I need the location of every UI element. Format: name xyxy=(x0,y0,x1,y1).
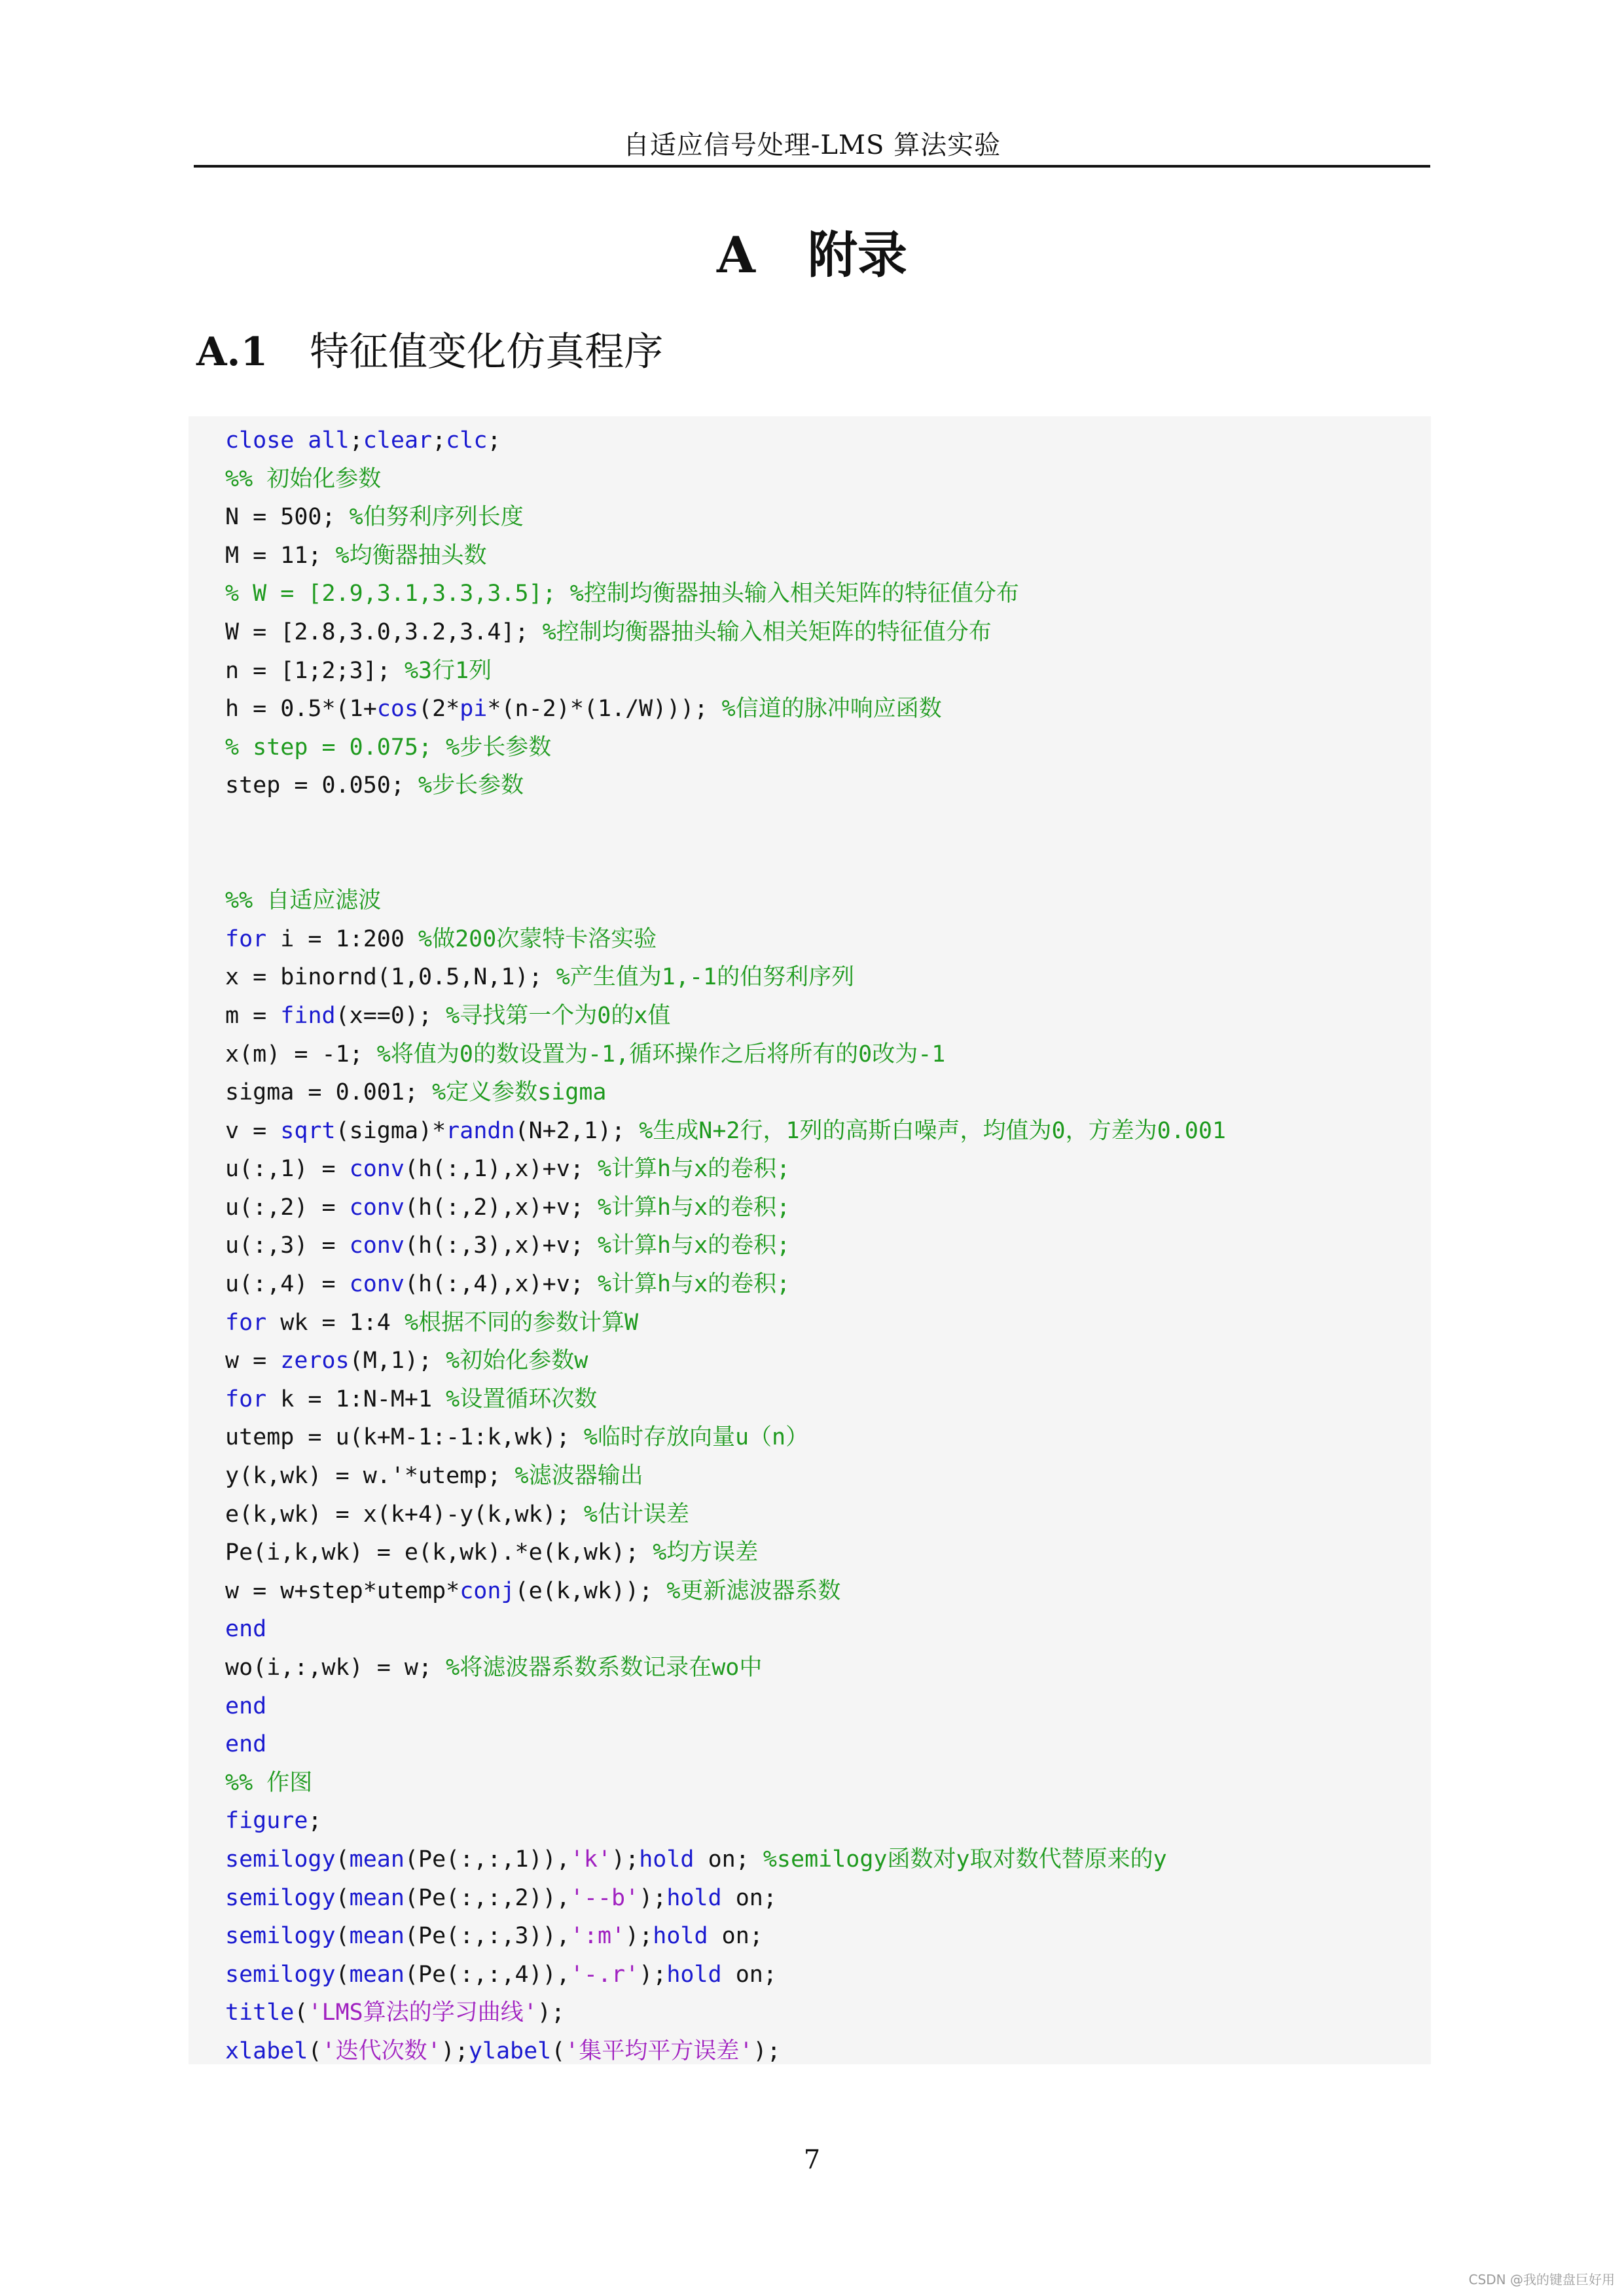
code-token-plain: ); xyxy=(753,2037,781,2064)
watermark: CSDN @我的键盘巨好用 xyxy=(1468,2272,1615,2287)
code-line xyxy=(225,422,1418,460)
code-token-comment: %信道的脉冲响应函数 xyxy=(721,696,942,723)
code-line xyxy=(225,1189,1418,1227)
code-token-plain: W = [2.8,3.0,3.2,3.4]; xyxy=(225,619,543,645)
code-token-plain: ; xyxy=(487,427,501,454)
code-line xyxy=(225,652,1418,691)
code-token-plain: x = binornd(1,0.5,N,1); xyxy=(225,964,556,991)
code-line xyxy=(225,728,1418,767)
code-token-comment: %均衡器抽头数 xyxy=(335,542,487,569)
code-line xyxy=(225,1073,1418,1112)
code-token-plain: (Pe(:,:,3)), xyxy=(404,1923,570,1950)
code-token-comment: %估计误差 xyxy=(583,1501,689,1528)
code-token-plain: ); xyxy=(611,1846,640,1873)
code-token-fn: mean xyxy=(349,1923,405,1950)
code-token-plain: M = 11; xyxy=(225,542,336,569)
code-token-comment: %更新滤波器系数 xyxy=(666,1577,841,1604)
code-line xyxy=(225,1265,1418,1304)
code-line xyxy=(225,498,1418,537)
code-line xyxy=(225,1150,1418,1189)
code-token-kw: for xyxy=(225,1309,267,1336)
code-token-plain: ); xyxy=(537,2000,565,2026)
code-token-plain: wo(i,:,wk) = w; xyxy=(225,1655,446,1681)
code-token-comment: %设置循环次数 xyxy=(446,1386,598,1412)
code-token-plain: on; xyxy=(721,1961,777,1988)
code-token-comment: %% 作图 xyxy=(225,1769,313,1796)
code-token-comment: % step = 0.075; %步长参数 xyxy=(225,734,552,761)
code-token-fn: title xyxy=(225,2000,295,2026)
code-line xyxy=(225,2032,1418,2071)
code-token-plain: sigma = 0.001; xyxy=(225,1079,433,1106)
code-line xyxy=(225,1304,1418,1342)
code-line xyxy=(225,1764,1418,1803)
code-token-plain: (e(k,wk)); xyxy=(514,1577,667,1604)
code-token-plain: ( xyxy=(335,1923,350,1950)
code-token-fn: sqrt xyxy=(280,1117,336,1144)
code-token-plain: y(k,wk) = w.'*utemp; xyxy=(225,1463,515,1490)
code-token-fn: hold xyxy=(666,1961,722,1988)
code-line xyxy=(225,1418,1418,1457)
code-token-fn: semilogy xyxy=(225,1846,336,1873)
code-token-comment: %将值为0的数设置为-1,循环操作之后将所有的0改为-1 xyxy=(376,1041,946,1067)
code-token-fn: conv xyxy=(349,1232,405,1259)
code-token-comment: %寻找第一个为0的x值 xyxy=(446,1002,671,1029)
code-line xyxy=(225,805,1418,844)
code-token-str: 'LMS算法的学习曲线' xyxy=(308,2000,537,2026)
code-token-plain: (Pe(:,:,2)), xyxy=(404,1884,570,1911)
code-line xyxy=(225,1380,1418,1419)
code-token-plain: e(k,wk) = x(k+4)-y(k,wk); xyxy=(225,1501,584,1528)
code-token-fn: pi xyxy=(460,696,488,723)
running-header: 自适应信号处理-LMS 算法实验 xyxy=(623,130,1001,160)
code-line xyxy=(225,1534,1418,1572)
code-token-plain: ( xyxy=(335,1884,350,1911)
code-line xyxy=(225,997,1418,1035)
code-token-comment: %semilogy函数对y取对数代替原来的y xyxy=(763,1846,1167,1873)
code-token-comment: %将滤波器系数系数记录在wo中 xyxy=(446,1655,763,1681)
code-token-plain: ( xyxy=(335,1961,350,1988)
code-line xyxy=(225,1496,1418,1534)
code-token-plain: x(m) = -1; xyxy=(225,1041,377,1067)
code-token-comment: %控制均衡器抽头输入相关矩阵的特征值分布 xyxy=(542,619,992,645)
code-line xyxy=(225,1649,1418,1687)
code-token-fn: figure xyxy=(225,1808,308,1835)
code-line xyxy=(225,1457,1418,1496)
code-token-fn: find xyxy=(280,1002,336,1029)
appendix-title xyxy=(0,219,1624,291)
header-rule xyxy=(194,165,1430,168)
code-token-fn: hold xyxy=(653,1923,708,1950)
code-token-fn: conv xyxy=(349,1271,405,1298)
code-token-plain: h = 0.5*(1+ xyxy=(225,696,377,723)
code-token-kw: clc xyxy=(446,427,488,454)
code-token-comment: %3行1列 xyxy=(404,657,492,684)
code-token-str: '迭代次数' xyxy=(321,2037,441,2064)
code-token-plain: step = 0.050; xyxy=(225,772,419,799)
code-token-plain: v = xyxy=(225,1117,281,1144)
code-token-comment: %滤波器输出 xyxy=(514,1463,643,1490)
code-token-str: '-.r' xyxy=(569,1961,640,1988)
appendix-title-text: 附录 xyxy=(807,226,907,284)
code-line xyxy=(225,1956,1418,1994)
code-token-kw: clear xyxy=(363,427,433,454)
code-token-fn: ylabel xyxy=(468,2037,552,2064)
code-token-comment: %伯努利序列长度 xyxy=(349,504,524,531)
code-token-comment: %定义参数sigma xyxy=(432,1079,607,1106)
code-token-fn: mean xyxy=(349,1846,405,1873)
code-token-plain: ( xyxy=(335,1846,350,1873)
code-token-fn: xlabel xyxy=(225,2037,308,2064)
code-token-plain: m = xyxy=(225,1002,281,1029)
code-token-str: ':m' xyxy=(569,1923,626,1950)
code-token-plain: u(:,2) = xyxy=(225,1194,350,1221)
code-token-plain: *(n-2)*(1./W))); xyxy=(487,696,722,723)
code-token-plain: (M,1); xyxy=(349,1348,446,1374)
code-token-plain: on; xyxy=(721,1884,777,1911)
code-line xyxy=(225,1994,1418,2032)
code-token-plain: n = [1;2;3]; xyxy=(225,657,405,684)
code-block xyxy=(189,416,1431,2064)
code-token-comment: %计算h与x的卷积; xyxy=(597,1271,791,1298)
code-lines xyxy=(225,422,1418,2071)
code-token-plain: (h(:,1),x)+v; xyxy=(404,1156,598,1183)
code-token-comment: %计算h与x的卷积; xyxy=(597,1232,791,1259)
code-token-plain: (x==0); xyxy=(335,1002,446,1029)
code-token-plain: wk = 1:4 xyxy=(266,1309,405,1336)
code-token-kw: end xyxy=(225,1693,267,1719)
code-token-comment: %根据不同的参数计算W xyxy=(404,1309,639,1336)
code-token-fn: semilogy xyxy=(225,1884,336,1911)
code-token-comment: %步长参数 xyxy=(418,772,524,799)
code-token-plain: ; xyxy=(349,427,363,454)
code-token-plain: w = w+step*utemp* xyxy=(225,1577,460,1604)
code-token-plain: ); xyxy=(639,1884,667,1911)
code-token-comment: %产生值为1,-1的伯努利序列 xyxy=(556,964,855,991)
code-token-plain: (2* xyxy=(418,696,460,723)
code-token-kw: for xyxy=(225,925,267,952)
code-token-str: 'k' xyxy=(569,1846,612,1873)
code-line xyxy=(225,460,1418,499)
code-token-plain: (Pe(:,:,4)), xyxy=(404,1961,570,1988)
code-token-comment: %生成N+2行，1列的高斯白噪声，均值为0，方差为0.001 xyxy=(639,1117,1226,1144)
code-token-fn: conj xyxy=(460,1577,515,1604)
code-token-plain: (sigma)* xyxy=(335,1117,446,1144)
code-token-fn: conv xyxy=(349,1194,405,1221)
code-line xyxy=(225,958,1418,997)
section-title xyxy=(196,319,663,385)
code-token-fn: zeros xyxy=(280,1348,350,1374)
page-number: 7 xyxy=(803,2145,821,2175)
code-line xyxy=(225,613,1418,652)
code-token-plain: k = 1:N-M+1 xyxy=(266,1386,446,1412)
code-token-plain: (Pe(:,:,1)), xyxy=(404,1846,570,1873)
section-title-text: 特征值变化仿真程序 xyxy=(310,329,664,375)
code-line xyxy=(225,1725,1418,1764)
code-token-plain: ; xyxy=(308,1808,322,1835)
code-token-fn: hold xyxy=(666,1884,722,1911)
code-token-plain: i = 1:200 xyxy=(266,925,419,952)
code-token-plain: ); xyxy=(441,2037,469,2064)
code-token-plain: w = xyxy=(225,1348,281,1374)
code-token-str: '集平均平方误差' xyxy=(565,2037,753,2064)
code-token-kw: end xyxy=(225,1616,267,1643)
code-token-fn: conv xyxy=(349,1156,405,1183)
code-token-plain: u(:,4) = xyxy=(225,1271,350,1298)
code-token-kw: close all xyxy=(225,427,350,454)
code-line xyxy=(225,920,1418,959)
section-number: A.1 xyxy=(196,329,268,375)
code-token-comment: %% 初始化参数 xyxy=(225,465,382,492)
code-line xyxy=(225,1917,1418,1956)
code-token-str: '--b' xyxy=(569,1884,640,1911)
code-token-plain: (h(:,4),x)+v; xyxy=(404,1271,598,1298)
code-token-plain: (h(:,3),x)+v; xyxy=(404,1232,598,1259)
code-token-kw: for xyxy=(225,1386,267,1412)
code-token-fn: randn xyxy=(446,1117,515,1144)
code-line xyxy=(225,575,1418,613)
code-line xyxy=(225,1342,1418,1380)
appendix-number: A xyxy=(717,226,755,284)
code-token-fn: semilogy xyxy=(225,1961,336,1988)
code-line xyxy=(225,1112,1418,1151)
code-token-plain: ( xyxy=(294,2000,308,2026)
code-token-comment: %做200次蒙特卡洛实验 xyxy=(418,925,657,952)
code-token-plain: ); xyxy=(625,1923,653,1950)
code-token-kw: end xyxy=(225,1731,267,1758)
code-token-plain: on; xyxy=(708,1923,763,1950)
code-token-fn: hold xyxy=(639,1846,695,1873)
code-token-comment: %初始化参数w xyxy=(446,1348,588,1374)
code-token-plain: (h(:,2),x)+v; xyxy=(404,1194,598,1221)
code-token-plain: ( xyxy=(551,2037,566,2064)
code-token-plain: on; xyxy=(694,1846,763,1873)
code-line xyxy=(225,1802,1418,1840)
code-token-fn: mean xyxy=(349,1884,405,1911)
code-token-comment: % W = [2.9,3.1,3.3,3.5]; %控制均衡器抽头输入相关矩阵的特征值分布 xyxy=(225,581,1019,607)
code-token-fn: mean xyxy=(349,1961,405,1988)
code-token-plain: u(:,1) = xyxy=(225,1156,350,1183)
code-line xyxy=(225,1687,1418,1726)
code-token-plain: utemp = u(k+M-1:-1:k,wk); xyxy=(225,1424,584,1451)
code-line xyxy=(225,1610,1418,1649)
code-token-fn: cos xyxy=(376,696,419,723)
code-token-comment: %临时存放向量u（n） xyxy=(583,1424,809,1451)
code-line xyxy=(225,844,1418,882)
code-line xyxy=(225,1840,1418,1879)
code-token-comment: %% 自适应滤波 xyxy=(225,888,382,914)
code-token-comment: %均方误差 xyxy=(653,1539,759,1566)
code-token-plain: u(:,3) = xyxy=(225,1232,350,1259)
code-token-comment: %计算h与x的卷积; xyxy=(597,1194,791,1221)
code-token-plain: ; xyxy=(432,427,446,454)
code-line xyxy=(225,690,1418,728)
code-line xyxy=(225,882,1418,920)
code-token-plain: ); xyxy=(639,1961,667,1988)
code-line xyxy=(225,766,1418,805)
code-token-fn: semilogy xyxy=(225,1923,336,1950)
code-token-plain: ( xyxy=(308,2037,322,2064)
code-line xyxy=(225,1879,1418,1918)
code-line xyxy=(225,537,1418,575)
code-token-plain: Pe(i,k,wk) = e(k,wk).*e(k,wk); xyxy=(225,1539,653,1566)
code-token-plain: N = 500; xyxy=(225,504,350,531)
code-line xyxy=(225,1227,1418,1265)
code-token-comment: %计算h与x的卷积; xyxy=(597,1156,791,1183)
code-line xyxy=(225,1572,1418,1611)
code-line xyxy=(225,1035,1418,1074)
code-token-plain: (N+2,1); xyxy=(514,1117,640,1144)
